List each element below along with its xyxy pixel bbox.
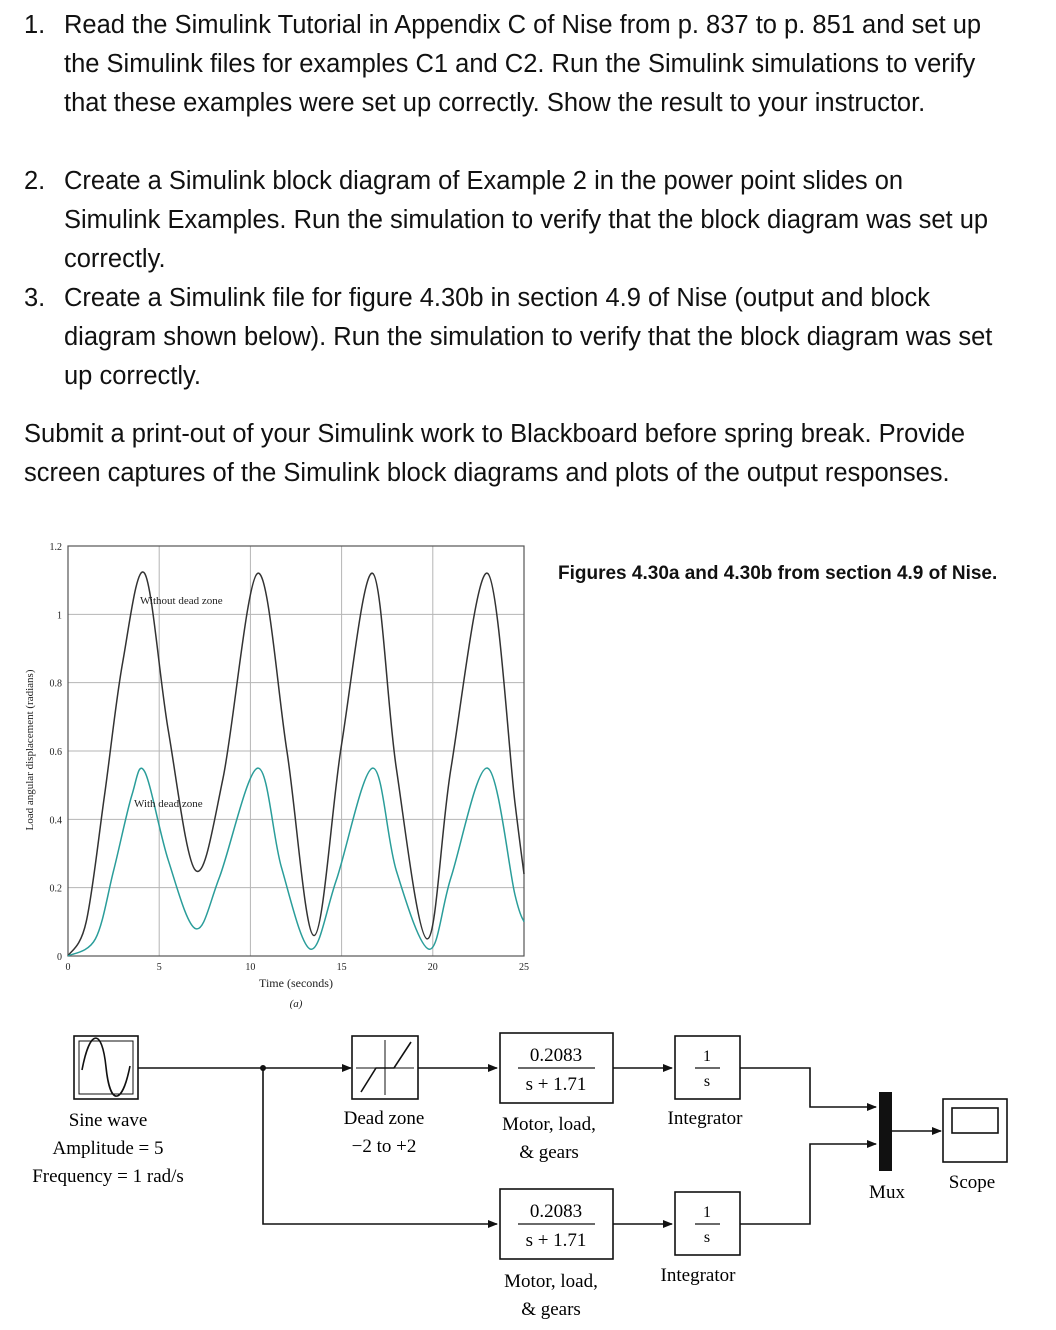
y-tick-label: 0.4 xyxy=(49,815,62,827)
x-axis-label: Time (seconds) xyxy=(259,976,333,990)
int2-label: Integrator xyxy=(660,1265,736,1286)
tf2-label-line2: & gears xyxy=(521,1299,581,1320)
x-tick-label: 5 xyxy=(156,962,162,973)
int2-numerator: 1 xyxy=(703,1204,711,1221)
figure-caption: Figures 4.30a and 4.30b from section 4.9 of Nise. xyxy=(558,563,998,584)
tf2-numerator: 0.2083 xyxy=(529,1201,583,1222)
series-line-with-dead-zone xyxy=(68,768,524,956)
sine-wave-block xyxy=(74,1036,138,1099)
sine-frequency-label: Frequency = 1 rad/s xyxy=(32,1166,184,1187)
sine-wave-label: Sine wave xyxy=(68,1110,148,1131)
simulink-block-diagram xyxy=(0,1000,1056,1330)
item-number: 2. xyxy=(24,167,46,195)
submission-instructions: Submit a print-out of your Simulink work to Blackboard before spring break. Provide screen captures of the Simulink block diagrams and plots of the output responses. xyxy=(24,420,966,487)
series-line-without-dead-zone xyxy=(68,572,524,956)
tf2-label-line1: Motor, load, xyxy=(504,1271,598,1292)
dead-zone-range-label: −2 to +2 xyxy=(351,1136,417,1157)
y-tick-label: 0.8 xyxy=(49,678,62,690)
mux-block xyxy=(879,1092,892,1171)
series-label-with-dead-zone: With dead zone xyxy=(134,798,203,810)
tf1-label-line2: & gears xyxy=(519,1142,579,1163)
y-tick-label: 0 xyxy=(57,952,62,963)
item-text: Create a Simulink file for figure 4.30b in section 4.9 of Nise (output and block diagram shown below). Run the simulation to verify that the block diagram was set up correctly. xyxy=(64,284,993,390)
item-number: 1. xyxy=(24,11,46,39)
y-tick-label: 1 xyxy=(57,610,62,622)
x-tick-label: 20 xyxy=(427,962,438,973)
int1-denominator: s xyxy=(703,1073,711,1090)
tf1-denominator: s + 1.71 xyxy=(525,1074,587,1095)
int2-denominator: s xyxy=(703,1229,711,1246)
scope-label: Scope xyxy=(948,1172,996,1193)
sine-amplitude-label: Amplitude = 5 xyxy=(52,1138,164,1159)
tf1-label-line1: Motor, load, xyxy=(502,1114,596,1135)
tf2-denominator: s + 1.71 xyxy=(525,1230,587,1251)
dead-zone-block xyxy=(352,1036,418,1099)
y-axis-label: Load angular displacement (radians) xyxy=(24,669,36,831)
series-lines xyxy=(68,572,524,956)
scope-block xyxy=(943,1099,1007,1162)
dead-zone-label: Dead zone xyxy=(343,1108,425,1129)
y-tick-label: 1.2 xyxy=(49,542,62,553)
chart-grid xyxy=(68,546,524,956)
response-chart xyxy=(0,540,560,1010)
tick-labels xyxy=(50,542,530,973)
item-text: Create a Simulink block diagram of Example 2 in the power point slides on Simulink Examples. Run the simulation to verify that the block diagram was set up correctly. xyxy=(64,167,989,273)
int1-numerator: 1 xyxy=(703,1048,711,1065)
int1-label: Integrator xyxy=(667,1108,743,1129)
mux-label: Mux xyxy=(869,1182,905,1203)
panel-label: (a) xyxy=(289,998,303,1010)
branch-point xyxy=(260,1065,266,1071)
x-tick-label: 0 xyxy=(65,962,71,973)
item-text: Read the Simulink Tutorial in Appendix C of Nise from p. 837 to p. 851 and set up the Simulink files for examples C1 and C2. Run the Simulink simulations to verify that these examples were set up correctly. Show the result to your instructor. xyxy=(64,11,982,117)
item-number: 3. xyxy=(24,284,46,312)
x-tick-label: 25 xyxy=(519,962,529,973)
x-tick-label: 15 xyxy=(336,962,347,973)
tf1-numerator: 0.2083 xyxy=(529,1045,583,1066)
y-tick-label: 0.6 xyxy=(49,747,62,758)
series-label-without-dead-zone: Without dead zone xyxy=(140,595,223,607)
y-tick-label: 0.2 xyxy=(49,883,62,895)
x-tick-label: 10 xyxy=(245,962,256,973)
